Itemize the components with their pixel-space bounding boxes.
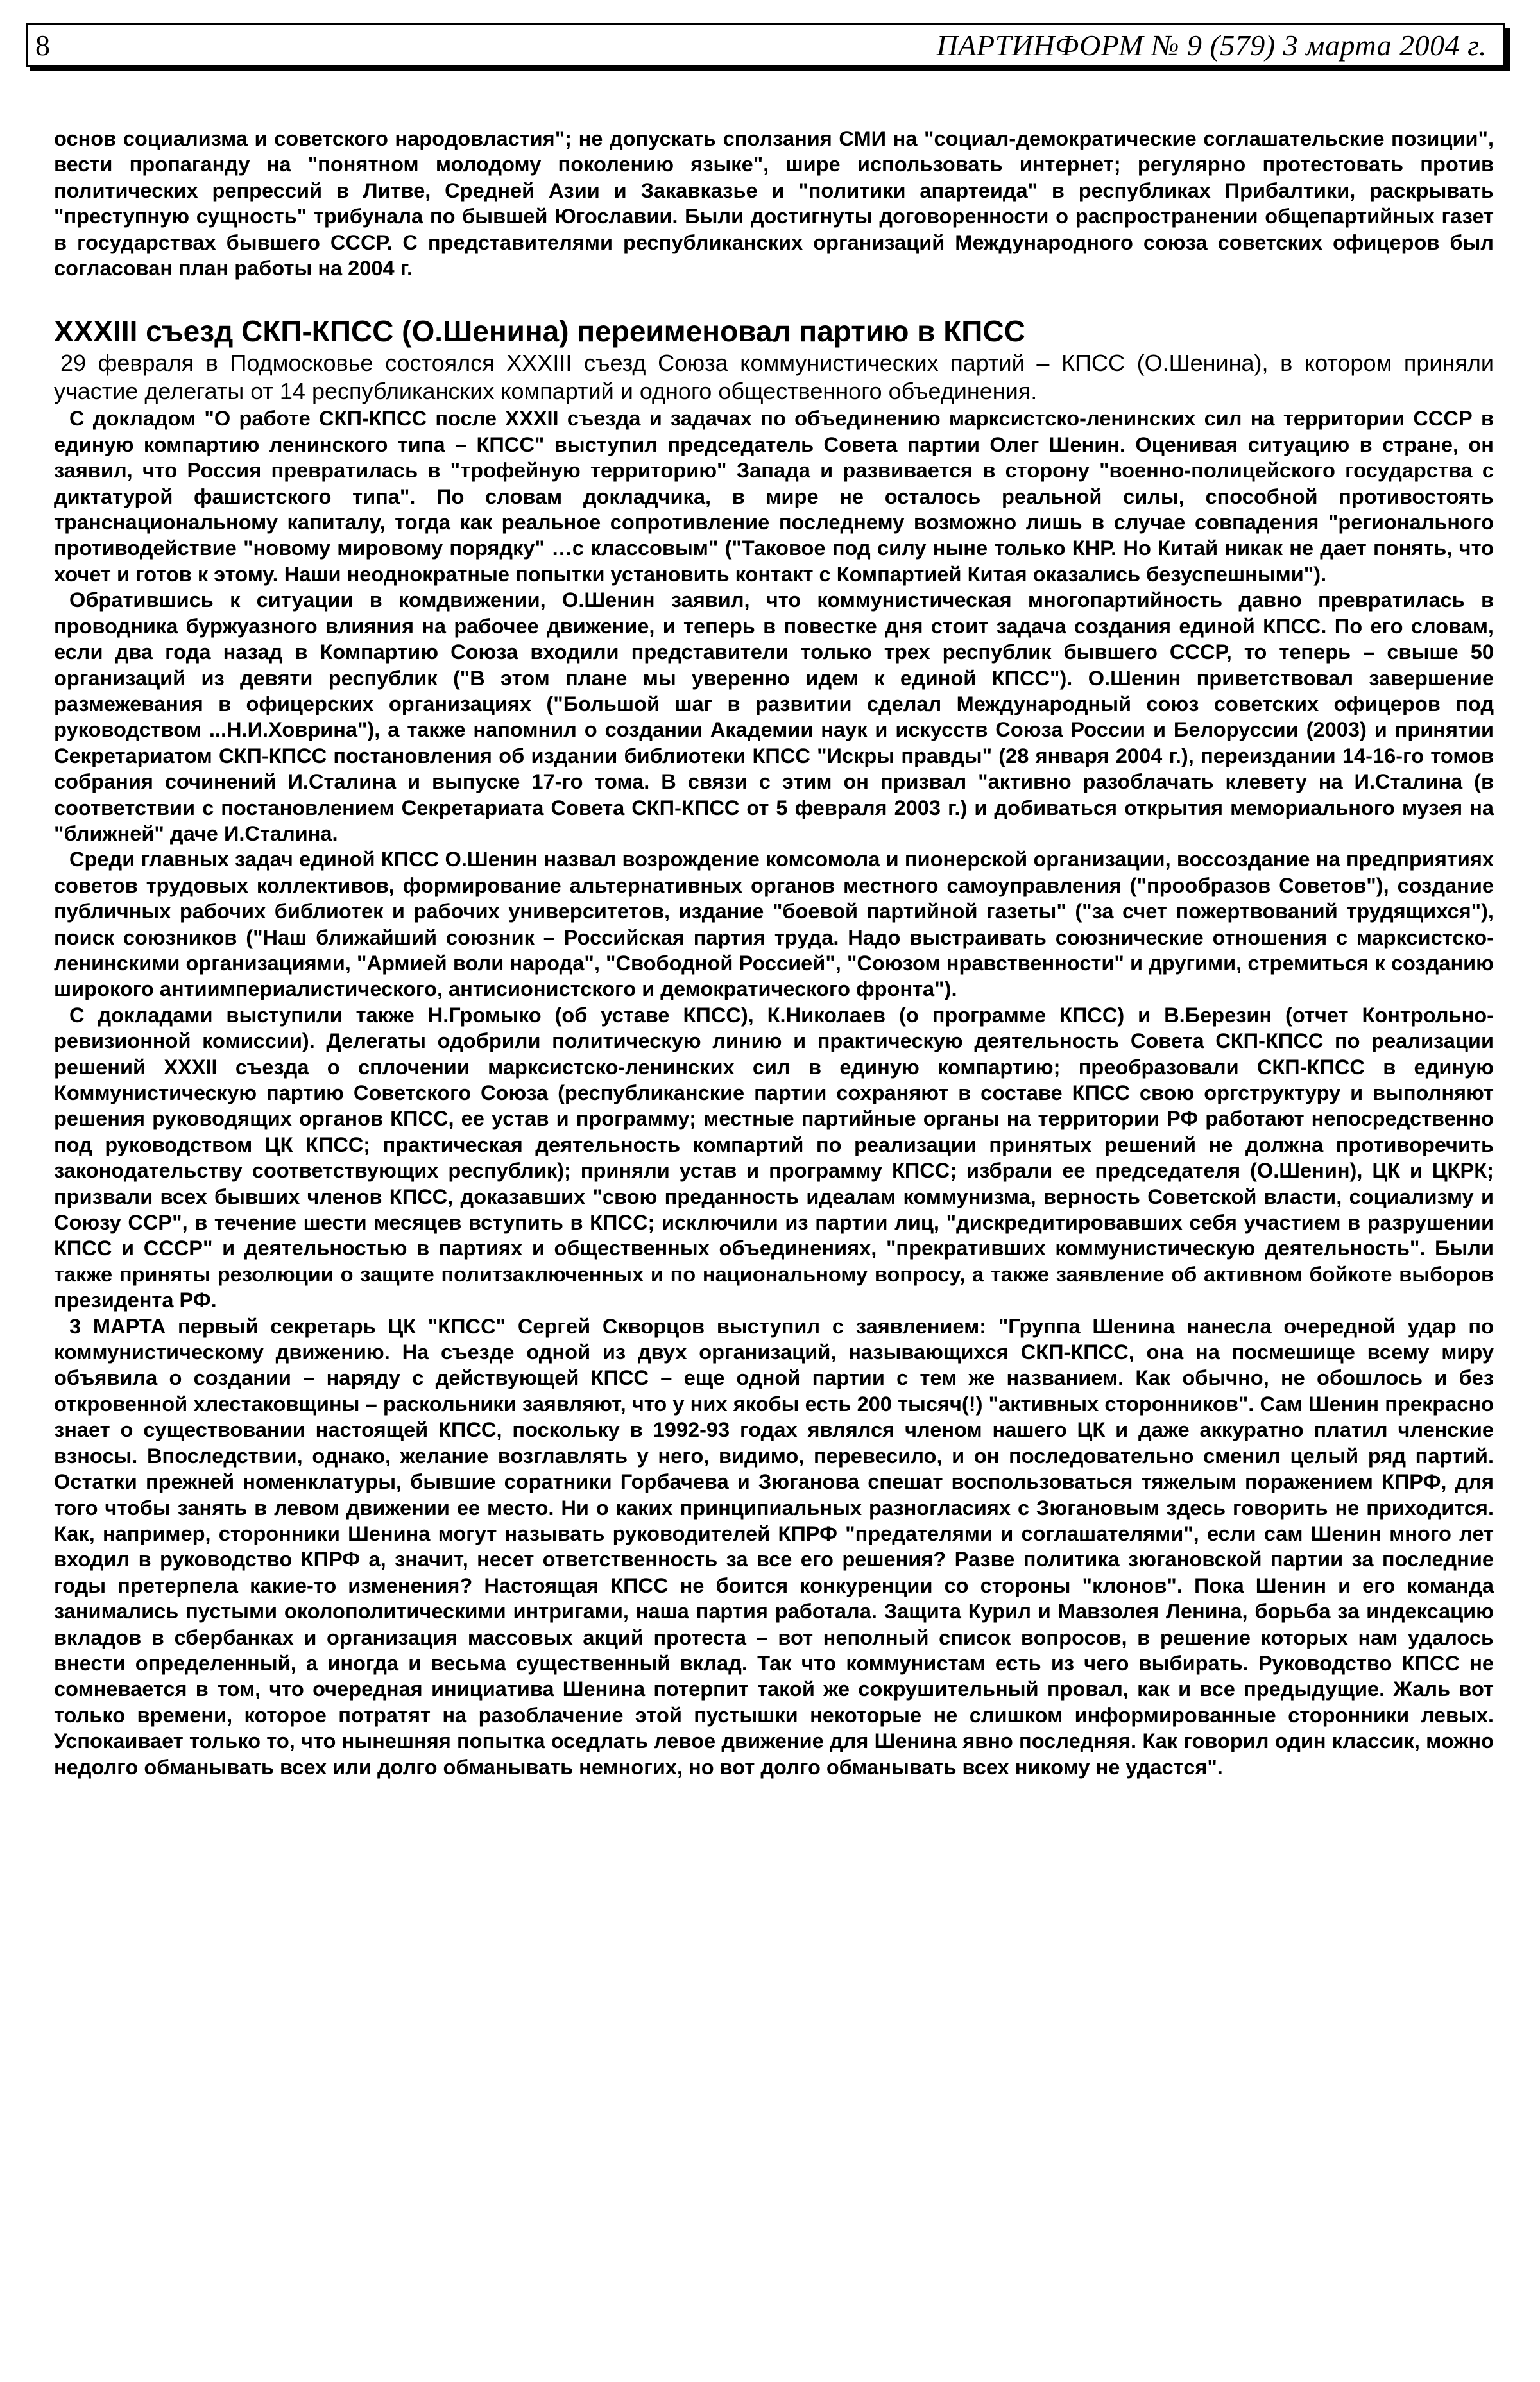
article-headline: XXXIII съезд СКП-КПСС (О.Шенина) переименовал партию в КПСС <box>54 314 1025 348</box>
article-paragraph: С докладом "О работе СКП-КПСС после XXXII съезда и задачах по объединению марксистско-ленинских сил на территории СССР в единую компартию ленинского типа – КПСС" выступил председатель Совета партии Олег Шенин. Оценивая ситуацию в стране, он заявил, что Россия превратилась в "трофейную территорию" Запада и развивается в сторону "военно-полицейского государства с диктатурой фашистского типа". По словам докладчика, в мире не осталось реальной силы, способной противостоять транснациональному капиталу, тогда как реальное сопротивление последнему возможно лишь в случае совпадения "регионального противодействие "новому мировому порядку" …с классовым" ("Таковое под силу ныне только КНР. Но Китай никак не дает понять, что хочет и готов к этому. Наши неоднократные попытки установить контакт с Компартией Китая оказались безуспешными"). <box>54 406 1494 586</box>
masthead-title: ПАРТИНФОРМ № 9 (579) 3 марта 2004 г. <box>936 29 1487 62</box>
article-paragraph: Обратившись к ситуации в комдвижении, О.Шенин заявил, что коммунистическая многопартийность давно превратилась в проводника буржуазного влияния на рабочее движение, и теперь в повестке дня стоит задача создания единой КПСС. По его словам, если два года назад в Компартию Союза входили представители только трех республик бывшего СССР, то теперь – свыше 50 организаций из девяти республик ("В этом плане мы уверенно идем к единой КПСС"). О.Шенин приветствовал завершение размежевания в офицерских организациях ("Большой шаг в развитии сделал Международный союз советских офицеров под руководством ...Н.И.Ховрина"), а также напомнил о создании Академии наук и искусств Союза России и Белоруссии (2003) и принятии Секретариатом СКП-КПСС постановления об издании библиотеки КПСС "Искры правды" (28 января 2004 г.), переиздании 14-16-го томов собрания сочинений И.Сталина и выпуске 17-го тома. В связи с этим он призвал "активно разоблачать клевету на И.Сталина (в соответствии с постановлением Секретариата Совета СКП-КПСС от 5 февраля 2003 г.) и добиваться открытия мемориального музея на "ближней" даче И.Сталина. <box>54 588 1494 845</box>
page-number: 8 <box>35 29 50 62</box>
article-paragraph: 3 МАРТА первый секретарь ЦК "КПСС" Сергей Скворцов выступил с заявлением: "Группа Шенина нанесла очередной удар по коммунистическому движению. На съезде одной из двух организаций, называющихся СКП-КПСС, она на посмешище всему миру объявила о создании – наряду с действующей КПСС – еще одной партии с тем же названием. Как обычно, не обошлось и без откровенной хлестаковщины – раскольники заявляют, что у них якобы есть 200 тысяч(!) "активных сторонников". Сам Шенин прекрасно знает о существовании настоящей КПСС, поскольку в 1992-93 годах являлся членом нашего ЦК и даже аккуратно платил членские взносы. Впоследствии, однако, желание возглавлять у него, видимо, перевесило, и он последовательно сменил целый ряд партий. Остатки прежней номенклатуры, бывшие соратники Горбачева и Зюганова спешат воспользоваться тяжелым поражением КПРФ, для того чтобы занять в левом движении ее место. Ни о каких принципиальных разногласиях с Зюгановым здесь говорить не приходится. Как, например, сторонники Шенина могут называть руководителей КПРФ "предателями и соглашателями", если сам Шенин много лет входил в руководство КПРФ а, значит, несет ответственность за все его решения? Разве политика зюгановской партии за последние годы претерпела какие-то изменения? Настоящая КПСС не боится конкуренции со стороны "клонов". Пока Шенин и его команда занимались пустыми околополитическими интригами, наша партия работала. Защита Курил и Мавзолея Ленина, борьба за индексацию вкладов в сбербанках и организация массовых акций протеста – вот неполный список вопросов, в решение которых нам удалось внести определенный, а иногда и весьма существенный вклад. Так что коммунистам есть из чего выбирать. Руководство КПСС не сомневается в том, что очередная инициатива Шенина потерпит такой же сокрушительный провал, как и все предыдущие. Жаль вот только времени, которое потратят на разоблачение этой пустышки некоторые не слишком информированные сторонники левых. Успокаивает только то, что нынешняя попытка оседлать левое движение для Шенина явно последняя. Как говорил один классик, можно недолго обманывать всех или долго обманывать немногих, но вот долго обманывать всех никому не удастся". <box>54 1314 1494 1779</box>
article-paragraph: Среди главных задач единой КПСС О.Шенин назвал возрождение комсомола и пионерской организации, воссоздание на предприятиях советов трудовых коллективов, формирование альтернативных органов местного самоуправления ("прообразов Советов"), создание публичных рабочих библиотек и рабочих университетов, издание "боевой партийной газеты" ("за счет пожертвований трудящихся"), поиск союзников ("Наш ближайший союзник – Российская партия труда. Надо выстраивать союзнические отношения с марксистско-ленинскими организациями, "Армией воли народа", "Свободной Россией", "Союзом нравственности" и другими, стремиться к созданию широкого антиимпериалистического, антисионистского и демократического фронта"). <box>54 847 1494 1001</box>
page-header <box>26 23 1505 67</box>
article-lead: 29 февраля в Подмосковье состоялся XXXIII съезд Союза коммунистических партий – КПСС (О.Шенина), в котором приняли участие делегаты от 14 республиканских компартий и одного общественного объединения. <box>54 350 1494 405</box>
intro-paragraph: основ социализма и советского народовластия"; не допускать сползания СМИ на "социал-демократические соглашательские позиции", вести пропаганду на "понятном молодому поколению языке", шире использовать интернет; регулярно протестовать против политических репрессий в Литве, Средней Азии и Закавказье и "политики апартеида" в республиках Прибалтики, раскрывать "преступную сущность" трибунала по бывшей Югославии. Были достигнуты договоренности о распространении общепартийных газет в государствах бывшего СССР. С представителями республиканских организаций Международного союза советских офицеров был согласован план работы на 2004 г. <box>54 126 1494 280</box>
page-content <box>54 126 1494 1780</box>
article-paragraph: С докладами выступили также Н.Громыко (об уставе КПСС), К.Николаев (о программе КПСС) и В.Березин (отчет Контрольно-ревизионной комиссии). Делегаты одобрили политическую линию и практическую деятельность Совета СКП-КПСС по реализации решений XXXII съезда о сплочении марксистско-ленинских сил в единую компартию; преобразовали СКП-КПСС в единую Коммунистическую партию Советского Союза (республиканские партии сохраняют в составе КПСС свою оргструктуру и выполняют решения руководящих органов КПСС, ее устав и программу; местные партийные органы на территории РФ работают непосредственно под руководством ЦК КПСС; практическая деятельность компартий по реализации принятых решений не должна противоречить законодательству соответствующих республик); приняли устав и программу КПСС; избрали ее председателя (О.Шенин), ЦК и ЦКРК; призвали всех бывших членов КПСС, доказавших "свою преданность идеалам коммунизма, верность Советской власти, социализму и Союзу ССР", в течение шести месяцев вступить в КПСС; исключили из партии лиц, "дискредитировавших себя участием в разрушении КПСС и СССР" и деятельностью в партиях и общественных объединениях, "прекративших коммунистическую деятельность". Были также приняты резолюции о защите политзаключенных и по национальному вопросу, а также заявление об активном бойкоте выборов президента РФ. <box>54 1002 1494 1312</box>
